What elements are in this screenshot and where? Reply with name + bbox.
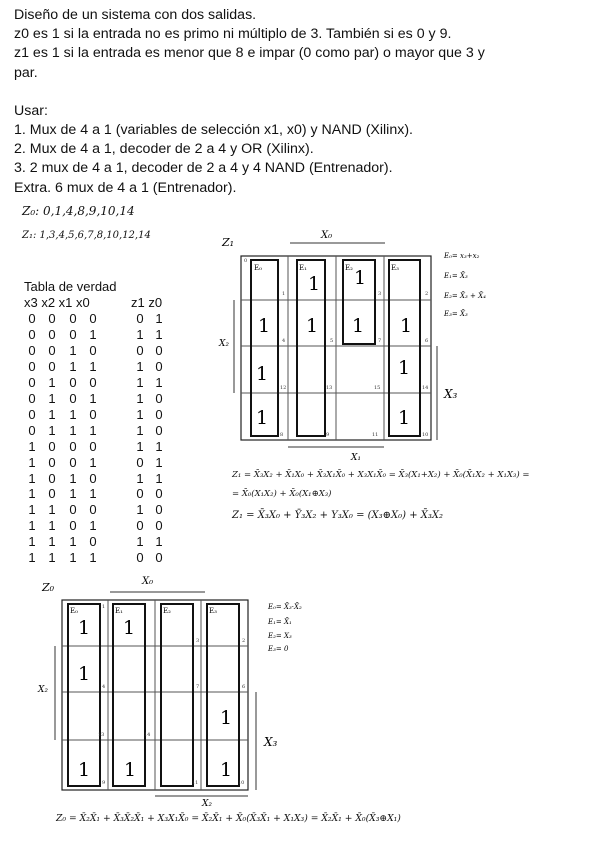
truth-table-output-cell: 0 bbox=[136, 342, 144, 358]
kmap-z0-cell-number: 1 bbox=[102, 604, 106, 610]
kmap-z0-cell-number: 4 bbox=[102, 684, 106, 690]
truth-table-input-cell: 1 bbox=[48, 550, 56, 566]
truth-table-input-cell: 1 bbox=[28, 518, 36, 534]
kmap-z1-one: 1 bbox=[256, 363, 269, 385]
truth-table-output-cell: 0 bbox=[155, 390, 163, 406]
truth-table-input-cell: 0 bbox=[89, 470, 97, 486]
truth-table-input-cell: 0 bbox=[28, 342, 36, 358]
kmap-z1-cell-number: 1 bbox=[282, 291, 286, 297]
kmap-z0-cell-number: 14 bbox=[144, 732, 151, 738]
truth-table-input-cell: 1 bbox=[28, 438, 36, 454]
statement-line: 2. Mux de 4 a 1, decoder de 2 a 4 y OR (Xilinx). bbox=[14, 141, 314, 158]
truth-table-input-cell: 0 bbox=[69, 311, 77, 326]
truth-table-input-cell: 1 bbox=[48, 422, 56, 438]
kmap-z0-bottom-var: X₂ bbox=[202, 799, 213, 809]
kmap-z1-cell-number: 15 bbox=[374, 385, 381, 391]
kmap-z0-equation: Z₀ = X̄₂X̄₁ + X̄₃X̄₂X̄₁ + X₃X₁X̄₀ = X̄₂X̄₁ + X̄₀(X̄₃X̄₁ + X₁X₃) = X̄₂X̄₁ + X̄₀(X̄₃⊕X₁) bbox=[56, 813, 401, 824]
kmap-z1-one: 1 bbox=[308, 273, 321, 295]
statement-line: Extra. 6 mux de 4 a 1 (Entrenador). bbox=[14, 179, 237, 196]
truth-table-input-cell: 1 bbox=[48, 534, 56, 550]
truth-table-input-cell: 1 bbox=[28, 502, 36, 518]
kmap-z1-one: 1 bbox=[398, 407, 411, 429]
kmap-z0-right-var: X₃ bbox=[264, 735, 278, 749]
kmap-z1-enable: E₂= X̄₃ + X̄₄ bbox=[444, 292, 486, 300]
kmap-z0-cell-number: 7 bbox=[196, 684, 200, 690]
statement-line: Diseño de un sistema con dos salidas. bbox=[14, 7, 257, 23]
statement-line: z1 es 1 si la entrada es menor que 8 e impar (0 como par) o mayor que 3 y bbox=[14, 45, 485, 62]
truth-table-input-cell: 0 bbox=[89, 342, 97, 358]
truth-table-output-cell: 0 bbox=[136, 550, 144, 566]
truth-table-input-cell: 0 bbox=[69, 326, 77, 342]
truth-table-input-cell: 0 bbox=[89, 438, 97, 454]
kmap-z1-cell-number: 7 bbox=[378, 338, 382, 344]
kmap-z1-cell-number: 14 bbox=[422, 385, 429, 391]
truth-table-input-cell: 1 bbox=[89, 550, 97, 566]
truth-table-input-cell: 0 bbox=[89, 374, 97, 390]
truth-table-input-cell: 0 bbox=[48, 311, 56, 326]
truth-table-input-cell: 1 bbox=[69, 534, 77, 550]
kmap-z1-label: Z₁ bbox=[222, 236, 235, 249]
truth-table-input-cell: 0 bbox=[69, 438, 77, 454]
truth-table-output-cell: 1 bbox=[155, 311, 163, 326]
kmap-z1-cell-number: 11 bbox=[372, 432, 379, 438]
truth-table-input-cell: 1 bbox=[48, 374, 56, 390]
kmap-z1-col-tag: E₀ bbox=[254, 264, 262, 272]
truth-table-output-cell: 1 bbox=[155, 374, 163, 390]
kmap-z1-cell-number: 4 bbox=[282, 338, 286, 344]
statement-line: Usar: bbox=[14, 102, 48, 119]
kmap-z1-one: 1 bbox=[306, 315, 319, 337]
truth-table-input-cell: 0 bbox=[48, 342, 56, 358]
truth-table-output-cell: 1 bbox=[136, 502, 144, 518]
truth-table-input-cell: 1 bbox=[69, 470, 77, 486]
truth-table-input-cell: 1 bbox=[28, 550, 36, 566]
truth-table-input-cell: 0 bbox=[69, 454, 77, 470]
truth-table-input-cell: 1 bbox=[89, 326, 97, 342]
truth-table-output-cell: 0 bbox=[155, 422, 163, 438]
kmap-z0-group bbox=[161, 604, 193, 786]
kmap-z0-col-tag: E₁ bbox=[115, 607, 123, 615]
kmap-z0-enable: E₁= X̄₁ bbox=[268, 618, 292, 626]
truth-table-input-cell: 1 bbox=[69, 422, 77, 438]
kmap-z0-one: 1 bbox=[124, 759, 137, 781]
kmap-z1-one: 1 bbox=[354, 267, 367, 289]
statement-line: z0 es 1 si la entrada no es primo ni múltiplo de 3. También si es 0 y 9. bbox=[14, 26, 452, 43]
truth-table-input-cell: 1 bbox=[48, 502, 56, 518]
truth-table-input-cell: 0 bbox=[48, 470, 56, 486]
truth-table-input-cell: 1 bbox=[48, 406, 56, 422]
kmap-z1-cell-number: 12 bbox=[280, 385, 287, 391]
truth-table-input-cell: 0 bbox=[28, 311, 36, 326]
kmap-z1-col-tag: E₂ bbox=[345, 264, 353, 272]
kmap-z0-cell-number: 13 bbox=[98, 732, 105, 738]
kmap-z0-cell-number: 11 bbox=[192, 780, 199, 786]
kmap-z1-equation: = X̄₀(X₁X₂) + X̄₀(X₁⊕X₃) bbox=[232, 489, 332, 499]
truth-table-input-cell: 0 bbox=[89, 502, 97, 518]
statement-line: 1. Mux de 4 a 1 (variables de selección x1, x0) y NAND (Xilinx). bbox=[14, 122, 413, 139]
kmap-z0-one: 1 bbox=[78, 663, 91, 685]
kmap-z1-cell-number: 3 bbox=[378, 291, 382, 297]
kmap-z1-col-tag: E₁ bbox=[299, 264, 307, 272]
truth-table-input-cell: 1 bbox=[28, 534, 36, 550]
truth-table-input-cell: 1 bbox=[69, 550, 77, 566]
kmap-z1-cell-number: 8 bbox=[280, 432, 284, 438]
truth-table-input-cell: 0 bbox=[89, 406, 97, 422]
truth-table-input-cell: 0 bbox=[28, 326, 36, 342]
truth-table-output-cell: 0 bbox=[155, 518, 163, 534]
kmap-z0-col-tag: E₂ bbox=[163, 607, 171, 615]
truth-table-output-cell: 0 bbox=[155, 550, 163, 566]
truth-table-input-cell: 1 bbox=[89, 518, 97, 534]
kmap-z1-top-var: X₀ bbox=[321, 230, 333, 241]
kmap-z0-cell-number: 3 bbox=[196, 638, 200, 644]
truth-table-output-cell: 1 bbox=[136, 326, 144, 342]
statement-line: par. bbox=[14, 64, 38, 81]
truth-table-input-cell: 1 bbox=[89, 422, 97, 438]
truth-table-input-cell: 1 bbox=[89, 454, 97, 470]
kmap-z1-one: 1 bbox=[256, 407, 269, 429]
truth-table-output-cell: 1 bbox=[155, 438, 163, 454]
truth-table-input-cell: 1 bbox=[89, 390, 97, 406]
truth-table-input-cell: 0 bbox=[69, 390, 77, 406]
statement-line: 3. 2 mux de 4 a 1, decoder de 2 a 4 y 4 NAND (Entrenador). bbox=[14, 160, 393, 177]
kmap-z1-cell-number: 10 bbox=[422, 432, 429, 438]
kmap-z0-enable: E₃= 0 bbox=[268, 645, 289, 653]
truth-table-output-cell: 0 bbox=[155, 342, 163, 358]
truth-table-output-cell: 1 bbox=[136, 438, 144, 454]
kmap-z0-label: Z₀ bbox=[42, 581, 55, 594]
kmap-z0-col-tag: E₃ bbox=[209, 607, 217, 615]
kmap-z1-enable: E₀= x₃+x₂ bbox=[444, 252, 480, 260]
truth-table-output-header: z1 z0 bbox=[131, 295, 163, 310]
kmap-z0-cell-number: 10 bbox=[238, 780, 245, 786]
truth-table-input-cell: 0 bbox=[69, 502, 77, 518]
kmap-z0-col-tag: E₀ bbox=[70, 607, 78, 615]
truth-table-input-cell: 0 bbox=[89, 311, 97, 326]
truth-table-output-cell: 1 bbox=[155, 454, 163, 470]
truth-table-output-cell: 0 bbox=[136, 486, 144, 502]
kmap-z1-cell-number: 13 bbox=[326, 385, 333, 391]
kmap-z1-one: 1 bbox=[352, 315, 365, 337]
kmap-z1-left-var: X₂ bbox=[219, 339, 230, 349]
kmap-z1-bottom-var: X₁ bbox=[351, 453, 362, 463]
truth-table-input-cell: 0 bbox=[48, 454, 56, 470]
kmap-z1-equation: Z₁ = X̄₃X₀ + Ȳ₃X₂ + Y₃X₀ = (X₃⊕X₀) + X̄₃X₂ bbox=[232, 510, 444, 521]
truth-table-output-cell: 0 bbox=[136, 454, 144, 470]
truth-table-input-cell: 0 bbox=[89, 534, 97, 550]
truth-table-input-cell: 1 bbox=[89, 358, 97, 374]
z1-minterms: Z₁: 1,3,4,5,6,7,8,10,12,14 bbox=[22, 230, 151, 241]
truth-table-output-cell: 1 bbox=[155, 470, 163, 486]
kmap-z0-top-var: X₀ bbox=[142, 576, 154, 587]
truth-table-input-cell: 0 bbox=[28, 374, 36, 390]
kmap-z1-cell-number: 9 bbox=[326, 432, 330, 438]
truth-table-output-cell: 1 bbox=[136, 534, 144, 550]
kmap-z0-enable: E₀= X̄₃·X̄₂ bbox=[268, 603, 302, 611]
truth-table-output-cell: 0 bbox=[136, 311, 144, 326]
kmap-z1-cell-number: 6 bbox=[425, 338, 429, 344]
truth-table-output-cell: 1 bbox=[136, 374, 144, 390]
kmap-z1-col-tag: E₃ bbox=[391, 264, 399, 272]
kmap-z1-cell-number: 0 bbox=[244, 258, 248, 264]
truth-table-input-cell: 1 bbox=[48, 518, 56, 534]
kmap-z0-one: 1 bbox=[220, 759, 233, 781]
truth-table-input-cell: 1 bbox=[69, 486, 77, 502]
truth-table-input-cell: 0 bbox=[28, 422, 36, 438]
kmap-z1-enable: E₃= X̄₃ bbox=[444, 310, 468, 318]
kmap-z1-equation: Z₁ = X̄₃X₂ + X̄₁X₀ + X̄₃X₁X̄₀ + X₃X₁X̄₀ = X̄₃(X₁+X₂) + X̄₀(X̄₁X₂ + X₁X₃) = bbox=[232, 470, 530, 480]
truth-table-input-cell: 0 bbox=[28, 406, 36, 422]
truth-table-output-cell: 1 bbox=[136, 358, 144, 374]
truth-table-output-cell: 0 bbox=[155, 486, 163, 502]
truth-table-output-cell: 0 bbox=[136, 518, 144, 534]
truth-table-output-cell: 0 bbox=[155, 406, 163, 422]
truth-table-input-cell: 1 bbox=[28, 454, 36, 470]
truth-table-input-cell: 0 bbox=[69, 518, 77, 534]
truth-table-input-cell: 0 bbox=[28, 390, 36, 406]
truth-table-input-cell: 1 bbox=[69, 406, 77, 422]
kmap-z0-left-var: X₂ bbox=[38, 685, 49, 695]
truth-table-input-cell: 0 bbox=[48, 486, 56, 502]
kmap-z0-one: 1 bbox=[220, 707, 233, 729]
kmap-z1-one: 1 bbox=[400, 315, 413, 337]
truth-table-output-cell: 1 bbox=[155, 326, 163, 342]
kmap-z1-cell-number: 2 bbox=[425, 291, 429, 297]
truth-table-output-cell: 1 bbox=[136, 390, 144, 406]
truth-table-output-cell: 1 bbox=[136, 470, 144, 486]
kmap-z1-one: 1 bbox=[398, 357, 411, 379]
truth-table-input-cell: 0 bbox=[48, 438, 56, 454]
truth-table-output-cell: 0 bbox=[155, 358, 163, 374]
truth-table-title: Tabla de verdad bbox=[24, 279, 117, 294]
truth-table-output-cell: 1 bbox=[136, 406, 144, 422]
truth-table-input-cell: 1 bbox=[69, 358, 77, 374]
kmap-z0-cell-number: 6 bbox=[242, 684, 246, 690]
kmap-z0-one: 1 bbox=[123, 617, 136, 639]
truth-table-input-cell: 0 bbox=[28, 358, 36, 374]
kmap-z1-enable: E₁= X̄₃ bbox=[444, 272, 468, 280]
truth-table-input-cell: 0 bbox=[48, 358, 56, 374]
truth-table-input-cell: 1 bbox=[28, 486, 36, 502]
truth-table-input-cell: 0 bbox=[69, 374, 77, 390]
kmap-z0-one: 1 bbox=[78, 617, 91, 639]
truth-table-output-cell: 1 bbox=[136, 422, 144, 438]
truth-table-input-cell: 1 bbox=[69, 342, 77, 358]
truth-table-input-header: x3 x2 x1 x0 bbox=[24, 295, 90, 310]
kmap-z1-right-var: X₃ bbox=[444, 387, 458, 401]
kmap-z0-cell-number: 2 bbox=[242, 638, 246, 644]
kmap-z1-cell-number: 5 bbox=[330, 338, 334, 344]
truth-table-input-cell: 1 bbox=[28, 470, 36, 486]
z0-minterms: Z₀: 0,1,4,8,9,10,14 bbox=[22, 204, 135, 218]
kmap-z0-enable: E₂= X₃ bbox=[268, 632, 292, 640]
kmap-z0-one: 1 bbox=[78, 759, 91, 781]
truth-table-input-cell: 1 bbox=[48, 390, 56, 406]
truth-table-input-cell: 1 bbox=[89, 486, 97, 502]
kmap-z0-cell-number: 9 bbox=[102, 780, 106, 786]
kmap-z1-one: 1 bbox=[258, 315, 271, 337]
truth-table-output-cell: 1 bbox=[155, 534, 163, 550]
truth-table-input-cell: 0 bbox=[48, 326, 56, 342]
truth-table-output-cell: 0 bbox=[155, 502, 163, 518]
